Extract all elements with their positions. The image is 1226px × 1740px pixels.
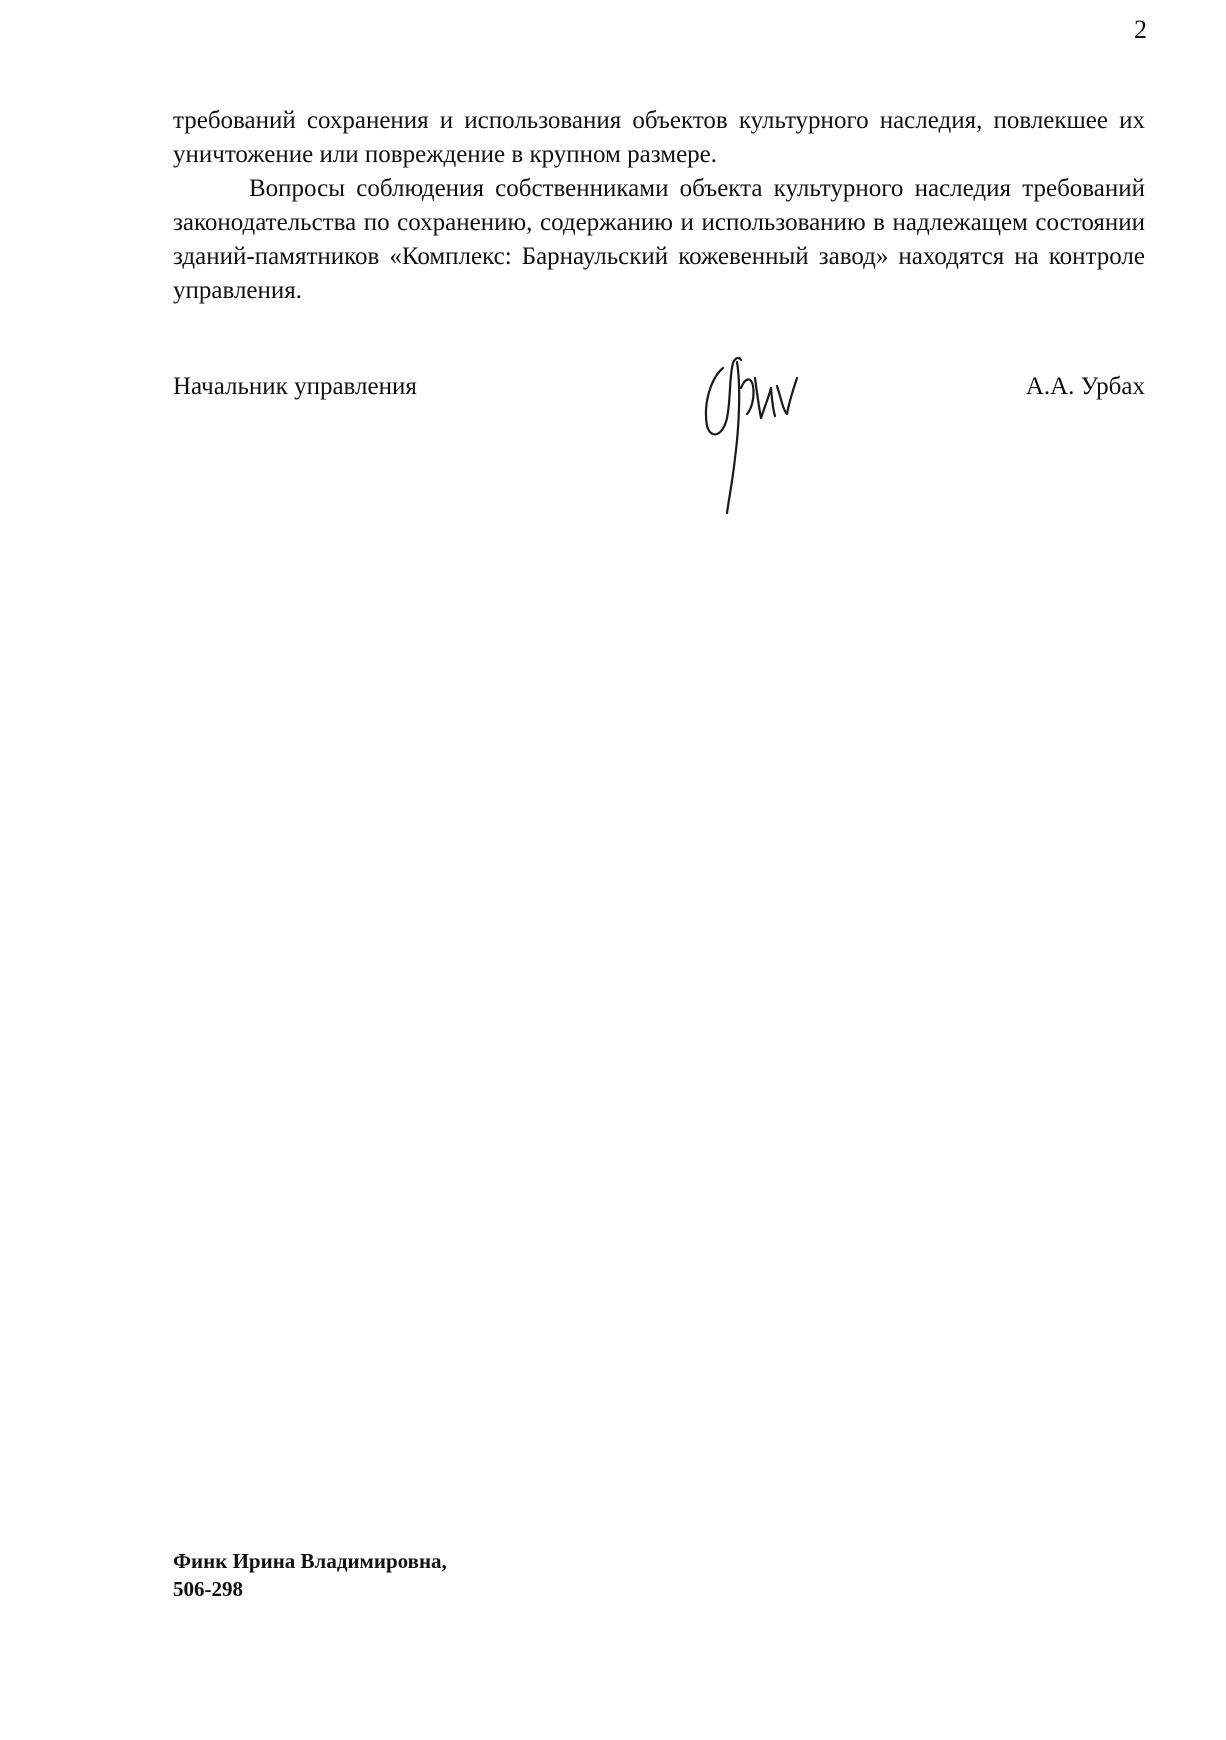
executor-phone: 506-298 [173, 1577, 243, 1601]
handwritten-signature [693, 348, 813, 518]
signature-block [173, 370, 1145, 530]
page-number: 2 [1134, 15, 1147, 44]
signatory-title: Начальник управления [173, 373, 417, 400]
paragraph-continuation: требований сохранения и использования объектов культурного наследия, повлекшее их уничтожение или повреждение в крупном размере. [173, 107, 1145, 168]
paragraph-control-statement: Вопросы соблюдения собственниками объекта культурного наследия требований законодательства по сохранению, содержанию и использованию в надлежащем состоянии зданий-памятников «Комплекс: Барнаульский кожевенный завод» находятся на контроле управления. [173, 175, 1145, 304]
signatory-name: А.А. Урбах [1025, 373, 1145, 400]
executor-name: Финк Ирина Владимировна, [173, 1549, 447, 1573]
executor-contact [173, 1547, 447, 1603]
